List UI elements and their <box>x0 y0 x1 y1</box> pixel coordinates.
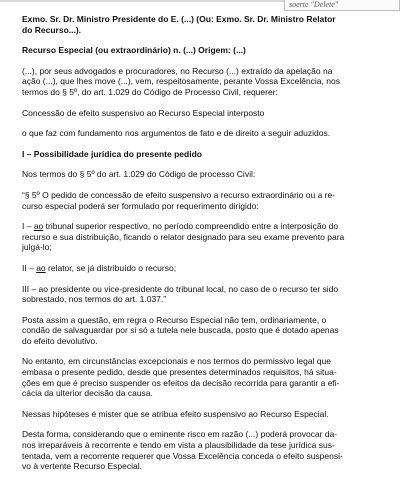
title-line: Exmo. Sr. Dr. Ministro Presidente do E. (...) (Ou: Exmo. Sr. Dr. Ministro Relator <box>22 14 336 24</box>
item-text: tribunal superior respectivo, no período compreendido entre a interposição do <box>43 221 339 232</box>
underlined-word: ao <box>33 221 44 232</box>
text-line: No entanto, em circunstâncias excepcionais e nos termos do permissivo legal que <box>22 356 331 367</box>
paragraph-conclusion <box>22 429 378 471</box>
insert-hint: soerte "Delete" <box>284 0 400 11</box>
paragraph-hypotheses: Nessas hipóteses é mister que se atribua efeito suspensivo ao Recurso Especial. <box>22 408 329 419</box>
text-line: nos irreparáveis à recorrente e tendo em vista a plausibilidade da tese jurídica sus- <box>22 440 335 451</box>
item-prefix: I – <box>22 221 34 232</box>
text-line: Desta forma, considerando que o eminente risco em razão (...) poderá provocar da- <box>22 429 338 440</box>
text-line: ções em que é preciso suspender os efeitos da decisão recorrida para garantir a efi- <box>22 377 340 388</box>
text-line: III – ao presidente ou vice-presidente do tribunal local, no caso de o recurso ter sido <box>22 283 339 294</box>
quote-item-i <box>22 221 378 253</box>
text-line: recurso e sua distribuição, ficando o relator designado para seu exame prevento para <box>22 231 345 242</box>
paragraph-rule <box>22 315 378 347</box>
text-line: condão de salvaguardar por si só a tutela nele buscada, posto que é dotado apenas <box>22 325 339 336</box>
text-line: vo à vertente Recurso Especial. <box>22 461 143 472</box>
text-line: do efeito devolutivo. <box>22 335 98 346</box>
paragraph-exception <box>22 356 378 398</box>
text-line: tentada, vem a recorrente requerer que Vossa Excelência conceda o efeito suspensi- <box>22 450 343 461</box>
text-line: (...), por seus advogados e procuradores, no Recurso (...) extraído da apelação na <box>22 65 333 76</box>
text-line: ação (...), que lhes move (...), vem, respeitosamente, perante Vossa Excelência, nos <box>22 76 340 87</box>
case-heading: Recurso Especial (ou extraordinário) n. (...) Origem: (...) <box>22 45 246 56</box>
document-title <box>22 14 378 35</box>
paragraph-legal-reference: Nos termos do § 5º do art. 1.029 do Código de processo Civil: <box>22 169 256 180</box>
text-line: “§ 5º O pedido de concessão de efeito suspensivo a recurso extraordinário ou a re- <box>22 189 336 200</box>
quote-paragraph-5 <box>22 190 378 211</box>
text-line: termos do § 5º, do art. 1.029 do Código de Processo Civil, requerer: <box>22 86 278 97</box>
text-line: sobrestado, nos termos do art. 1.037.” <box>22 294 167 305</box>
quote-item-iii <box>22 284 378 305</box>
text-line: julgá-lo; <box>22 242 52 253</box>
quote-item-ii <box>22 263 378 274</box>
document-body <box>22 14 378 472</box>
section-heading: I – Possibilidade jurídica do presente pedido <box>22 148 202 159</box>
text-line <box>22 221 378 232</box>
text-line: embasa o presente pedido, desde que presentes determinados requisitos, há situa- <box>22 367 337 378</box>
underlined-word: ao <box>36 262 46 273</box>
text-line: Posta assim a questão, em regra o Recurso Especial não tem, ordinariamente, o <box>22 314 327 325</box>
item-prefix: II – <box>22 262 37 273</box>
paragraph-request: Concessão de efeito suspensivo ao Recurso Especial interposto <box>22 107 265 118</box>
item-text: relator, se já distribuído o recurso; <box>45 262 177 273</box>
text-line: cácia da ulterior decisão da causa. <box>22 388 153 399</box>
text-line: curso especial poderá ser formulado por requerimento dirigido: <box>22 200 259 211</box>
title-line: do Recurso...). <box>22 24 82 35</box>
paragraph-intro <box>22 66 378 98</box>
paragraph-basis: o que faz com fundamento nos argumentos de fato e de direito a seguir aduzidos. <box>22 128 331 139</box>
